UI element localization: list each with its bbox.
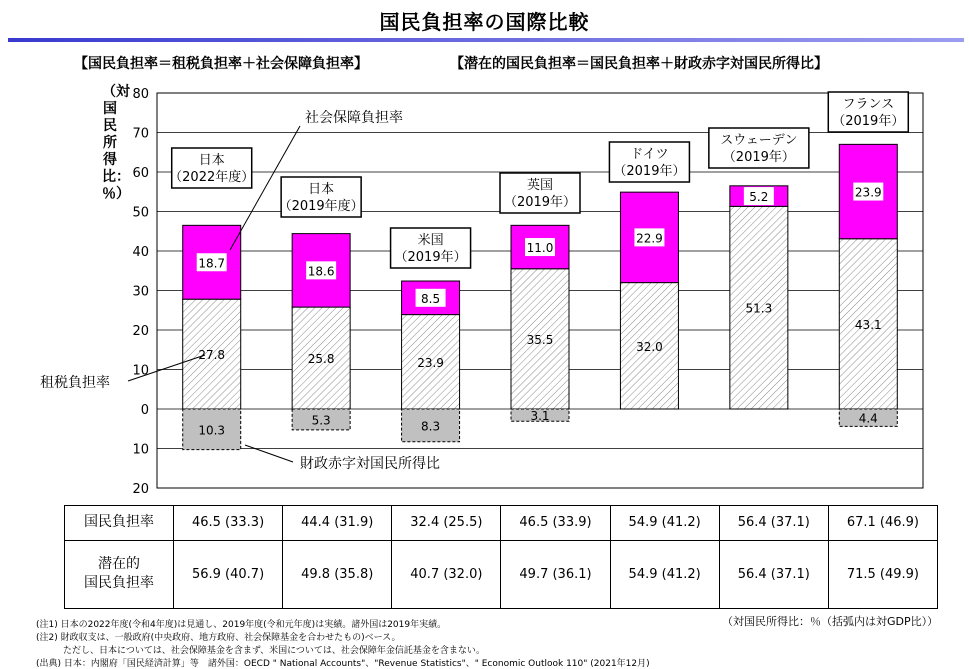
data-label-social: 18.7	[198, 256, 226, 271]
data-label-tax: 35.5	[526, 332, 554, 347]
data-label-social: 23.9	[854, 185, 882, 200]
y-tick-label: 20	[132, 324, 149, 339]
table-cell: 49.8 (35.8)	[283, 540, 392, 608]
footnote-1: (注1) 日本の2022年度(令和4年度)は見通し、2019年度(令和元年度)は実績。諸外国は2019年実績。	[36, 620, 447, 630]
table-cell: 32.4 (25.5)	[392, 506, 501, 541]
y-tick-label: 80	[132, 87, 149, 102]
footnote-source: (出典) 日本：内閣府「国民経済計算」等 諸外国：OECD " National Accounts"、"Revenue Statistics"、" Economic Outlook 110" (2021年12月)	[36, 659, 650, 669]
y-tick-label: 0	[140, 403, 149, 418]
y-tick-label: 40	[132, 245, 149, 260]
table-cell: 46.5 (33.9)	[501, 506, 610, 541]
y-tick-label: 10	[132, 363, 149, 379]
data-label-tax: 32.0	[636, 339, 663, 354]
data-label-tax: 27.8	[198, 348, 226, 363]
table-cell: 46.5 (33.3)	[174, 506, 283, 541]
y-tick-label: 50	[132, 205, 149, 221]
y-tick-label: 70	[132, 126, 149, 142]
formula-potential-burden: 【潜在的国民負担率＝国民負担率＋財政赤字対国民所得比】	[450, 56, 828, 72]
table-row	[65, 540, 938, 608]
row-header-line: 国民負担率	[84, 575, 154, 592]
data-label-tax: 23.9	[417, 355, 444, 370]
category-label: 日本	[308, 182, 335, 197]
category-label: 日本	[198, 153, 225, 168]
category-label-period: （2019年）	[613, 164, 686, 179]
table-cell: 49.7 (36.1)	[501, 540, 610, 608]
table-cell: 56.9 (40.7)	[174, 540, 283, 608]
row-header-line: 潜在的	[98, 556, 140, 573]
row-header-line: 国民負担率	[84, 514, 154, 531]
category-label: フランス	[842, 97, 895, 112]
y-tick-label: 10	[132, 442, 149, 458]
data-label-social: 18.6	[307, 264, 335, 279]
y-axis-label: （対国民所得比：％）	[102, 84, 130, 202]
table-cell: 56.4 (37.1)	[719, 506, 828, 541]
data-label-social: 8.5	[421, 291, 441, 306]
table-cell: 54.9 (41.2)	[610, 506, 719, 541]
category-label-period: （2019年）	[503, 195, 577, 210]
annotation-leader-deficit	[245, 445, 293, 462]
unit-note: （対国民所得比：％（括弧内は対GDP比））	[722, 615, 939, 628]
category-label: 米国	[417, 233, 444, 248]
y-tick-label: 20	[132, 482, 149, 497]
category-label-period: （2019年）	[722, 150, 795, 165]
annotation-social: 社会保障負担率	[305, 110, 403, 126]
annotation-deficit: 財政赤字対国民所得比	[300, 456, 440, 472]
formula-national-burden: 【国民負担率＝租税負担率＋社会保障負担率】	[74, 56, 368, 72]
footnote-2: (注2) 財政収支は、一般政府(中央政府、地方政府、社会保障基金を合わせたもの)ベース。	[36, 633, 401, 643]
data-label-deficit: 8.3	[421, 419, 441, 434]
table-cell: 40.7 (32.0)	[392, 540, 501, 608]
category-label-period: （2019年）	[394, 250, 467, 265]
page-title: 国民負担率の国際比較	[379, 10, 590, 34]
y-tick-label: 60	[132, 166, 149, 181]
category-label: ドイツ	[630, 147, 669, 162]
category-label: 英国	[526, 178, 554, 193]
annotation-tax: 租税負担率	[40, 375, 110, 391]
table-cell: 71.5 (49.9)	[828, 540, 937, 608]
data-label-tax: 25.8	[307, 352, 335, 367]
data-label-deficit: 10.3	[198, 423, 226, 438]
data-label-tax: 51.3	[745, 301, 773, 316]
table-cell: 67.1 (46.9)	[828, 506, 937, 541]
data-label-social: 22.9	[636, 231, 663, 246]
footnote-3: ただし、日本については、社会保障基金を含まず、米国については、社会保障年金信託基金を含まない。	[36, 646, 485, 656]
data-label-social: 11.0	[526, 241, 554, 256]
data-label-deficit: 4.4	[858, 411, 878, 426]
data-label-deficit: 5.3	[311, 413, 331, 428]
category-label-period: （2019年）	[832, 114, 905, 129]
data-label-tax: 43.1	[854, 317, 882, 332]
category-label-period: （2019年度）	[278, 199, 364, 214]
table-cell: 56.4 (37.1)	[719, 540, 828, 608]
table-cell: 44.4 (31.9)	[283, 506, 392, 541]
y-tick-label: 30	[132, 284, 149, 300]
data-label-deficit: 3.1	[530, 409, 550, 424]
table-row-header	[65, 540, 174, 608]
table-row-header	[65, 506, 174, 541]
category-label: スウェーデン	[720, 133, 798, 148]
table-cell: 54.9 (41.2)	[610, 540, 719, 608]
burden-summary-table	[64, 505, 938, 609]
data-label-social: 5.2	[749, 190, 769, 205]
table-row	[65, 506, 938, 541]
category-label-period: （2022年度）	[169, 170, 255, 185]
